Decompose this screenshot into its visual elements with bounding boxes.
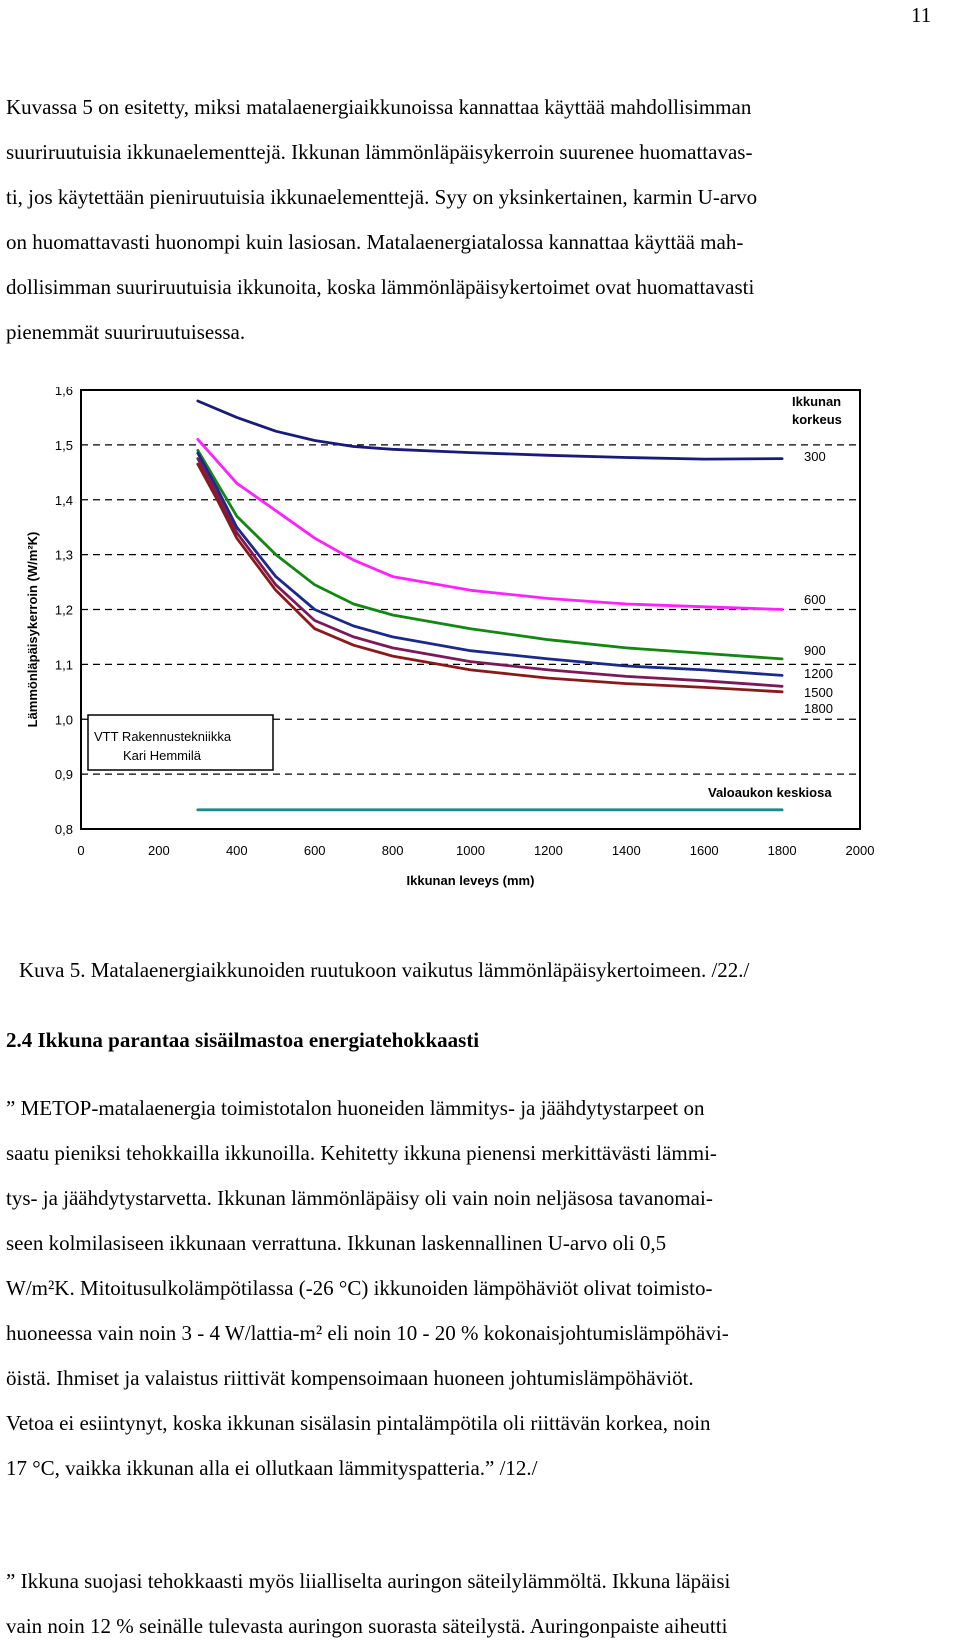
x-tick-label: 2000 xyxy=(845,843,875,858)
u-value-chart xyxy=(22,387,930,939)
series-label: 900 xyxy=(804,643,826,658)
figure-caption: Kuva 5. Matalaenergiaikkunoiden ruutukoon vaikutus lämmönläpäisykertoimeen. /22./ xyxy=(19,958,750,982)
series-label: Valoaukon keskiosa xyxy=(708,785,832,800)
quote1-line: saatu pieniksi tehokkailla ikkunoilla. Kehitetty ikkuna pienensi merkittävästi lämmi- xyxy=(6,1141,717,1165)
y-tick-label: 1,2 xyxy=(54,602,73,618)
chart-svg xyxy=(22,387,930,939)
intro-line: on huomattavasti huonompi kuin lasiosan. Matalaenergiatalossa kannattaa käyttää mah- xyxy=(6,230,744,254)
quote-paragraph-1 xyxy=(6,1086,956,1491)
y-tick-label: 1,4 xyxy=(54,492,73,508)
y-axis-title: Lämmönläpäisykerroin (W/m²K) xyxy=(25,531,40,728)
quote-paragraph-2 xyxy=(6,1559,956,1649)
x-tick-label: 1600 xyxy=(689,843,719,858)
x-tick-label: 600 xyxy=(303,843,326,858)
legend-title-line: korkeus xyxy=(792,412,842,427)
x-tick-label: 1400 xyxy=(611,843,641,858)
page-number: 11 xyxy=(911,3,932,27)
quote1-line: W/m²K. Mitoitusulkolämpötilassa (-26 °C) ikkunoiden lämpöhäviöt olivat toimisto- xyxy=(6,1276,713,1300)
y-tick-label: 1,3 xyxy=(54,547,73,563)
quote1-line: öistä. Ihmiset ja valaistus riittivät kompensoimaan huoneen johtumislämpöhäviöt. xyxy=(6,1366,694,1390)
y-tick-label: 1,0 xyxy=(54,712,73,728)
y-tick-label: 1,5 xyxy=(54,437,73,453)
quote2-line: ” Ikkuna suojasi tehokkaasti myös liialliselta auringon säteilylämmöltä. Ikkuna läpäisi xyxy=(6,1569,731,1593)
quote1-line: ” METOP-matalaenergia toimistotalon huoneiden lämmitys- ja jäähdytystarpeet on xyxy=(6,1096,705,1120)
x-axis-title: Ikkunan leveys (mm) xyxy=(406,873,535,888)
series-label: 1500 xyxy=(804,685,833,700)
intro-line: dollisimman suuriruutuisia ikkunoita, koska lämmönläpäisykertoimet ovat huomattavasti xyxy=(6,275,755,299)
x-tick-label: 400 xyxy=(225,843,248,858)
quote1-line: seen kolmilasiseen ikkunaan verrattuna. Ikkunan laskennallinen U-arvo oli 0,5 xyxy=(6,1231,667,1255)
intro-line: suuriruutuisia ikkunaelementtejä. Ikkunan lämmönläpäisykerroin suurenee huomattavas- xyxy=(6,140,753,164)
section-heading: 2.4 Ikkuna parantaa sisäilmastoa energiatehokkaasti xyxy=(6,1028,480,1052)
source-box-line: VTT Rakennustekniikka xyxy=(94,729,232,744)
x-tick-label: 0 xyxy=(77,843,85,858)
y-tick-label: 0,8 xyxy=(54,822,73,837)
quote1-line: huoneessa vain noin 3 - 4 W/lattia-m² eli noin 10 - 20 % kokonaisjohtumislämpöhävi- xyxy=(6,1321,729,1345)
series-label: 300 xyxy=(804,449,826,464)
intro-line: pienemmät suuriruutuisessa. xyxy=(6,320,246,344)
x-tick-label: 200 xyxy=(148,843,170,858)
intro-paragraph xyxy=(6,85,956,355)
quote1-line: Vetoa ei esiintynyt, koska ikkunan sisälasin pintalämpötila oli riittävän korkea, noin xyxy=(6,1411,711,1435)
series-label: 600 xyxy=(804,592,826,607)
x-tick-label: 1800 xyxy=(767,843,797,858)
x-tick-label: 1000 xyxy=(456,843,485,858)
y-tick-label: 1,6 xyxy=(54,387,73,398)
series-label: 1800 xyxy=(804,701,833,716)
y-tick-label: 0,9 xyxy=(54,767,73,783)
series-label: 1200 xyxy=(804,666,833,681)
intro-line: Kuvassa 5 on esitetty, miksi matalaenergiaikkunoissa kannattaa käyttää mahdollisimman xyxy=(6,95,752,119)
quote1-line: tys- ja jäähdytystarvetta. Ikkunan lämmönläpäisy oli vain noin neljäsosa tavanomai- xyxy=(6,1186,713,1210)
source-box-line: Kari Hemmilä xyxy=(123,748,202,763)
y-tick-label: 1,1 xyxy=(54,657,73,673)
x-tick-label: 800 xyxy=(381,843,404,858)
x-tick-label: 1200 xyxy=(533,843,563,858)
quote1-line: 17 °C, vaikka ikkunan alla ei ollutkaan lämmityspatteria.” /12./ xyxy=(6,1456,538,1480)
legend-title-line: Ikkunan xyxy=(792,394,842,409)
quote2-line: vain noin 12 % seinälle tulevasta auringon suorasta säteilystä. Auringonpaiste aiheutti xyxy=(6,1614,728,1638)
intro-line: ti, jos käytettään pieniruutuisia ikkunaelementtejä. Syy on yksinkertainen, karmin U-arvo xyxy=(6,185,758,209)
